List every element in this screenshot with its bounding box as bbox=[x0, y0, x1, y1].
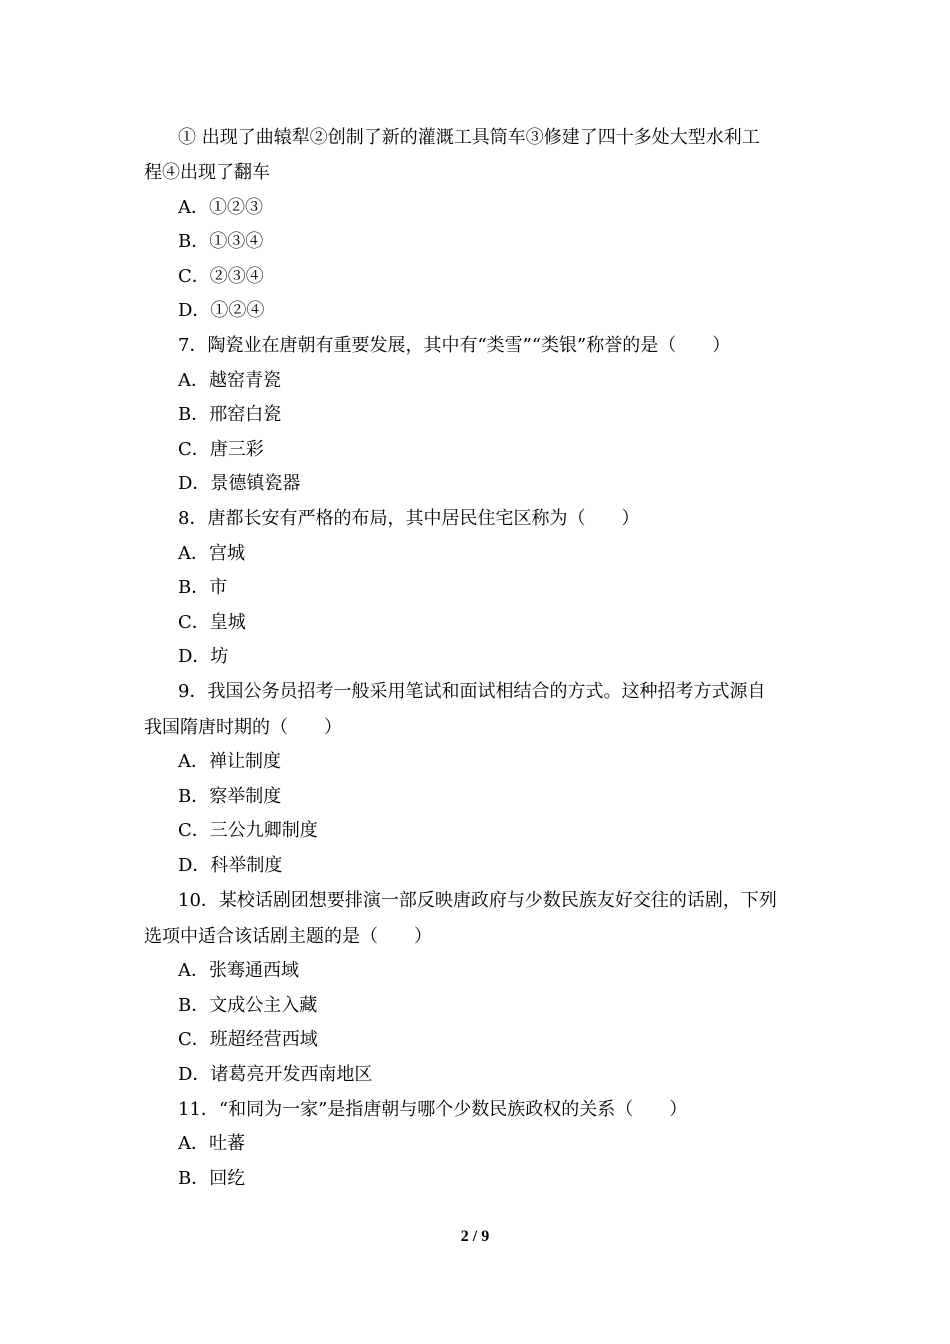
q9-option-c: C．三公九卿制度 bbox=[178, 820, 318, 841]
q10-option-c: C．班超经营西域 bbox=[178, 1029, 318, 1050]
q7-option-b: B．邢窑白瓷 bbox=[178, 404, 282, 425]
q8-stem: 8．唐都长安有严格的布局，其中居民住宅区称为（ ） bbox=[178, 508, 640, 529]
q8-option-d: D．坊 bbox=[178, 646, 229, 667]
q8-option-b: B．市 bbox=[178, 577, 228, 598]
q9-option-d: D．科举制度 bbox=[178, 855, 283, 876]
q6-stem-line2: 程④出现了翻车 bbox=[144, 162, 270, 183]
q11-option-a: A．吐蕃 bbox=[178, 1133, 245, 1154]
q9-option-a: A．禅让制度 bbox=[178, 751, 281, 772]
q6-option-a: A．①②③ bbox=[178, 197, 263, 218]
q6-stem-line1: ① 出现了曲辕犁②创制了新的灌溉工具筒车③修建了四十多处大型水利工 bbox=[178, 127, 760, 148]
q8-option-c: C．皇城 bbox=[178, 612, 246, 633]
q6-option-b: B．①③④ bbox=[178, 231, 264, 252]
q6-option-d: D．①②④ bbox=[178, 300, 265, 321]
q9-option-b: B．察举制度 bbox=[178, 786, 282, 807]
q11-option-b: B．回纥 bbox=[178, 1168, 246, 1189]
q7-option-c: C．唐三彩 bbox=[178, 439, 264, 460]
q7-option-a: A．越窑青瓷 bbox=[178, 370, 281, 391]
q9-stem-line1: 9．我国公务员招考一般采用笔试和面试相结合的方式。这种招考方式源自 bbox=[178, 681, 766, 702]
q10-stem-line1: 10．某校话剧团想要排演一部反映唐政府与少数民族友好交往的话剧，下列 bbox=[178, 890, 777, 911]
q9-stem-line2: 我国隋唐时期的（ ） bbox=[144, 717, 342, 738]
page-number: 2 / 9 bbox=[460, 1228, 490, 1245]
q10-option-a: A．张骞通西域 bbox=[178, 960, 299, 981]
q11-stem: 11．“和同为一家”是指唐朝与哪个少数民族政权的关系（ ） bbox=[178, 1099, 688, 1120]
q10-option-b: B．文成公主入藏 bbox=[178, 995, 318, 1016]
q8-option-a: A．宫城 bbox=[178, 543, 245, 564]
q10-option-d: D．诸葛亮开发西南地区 bbox=[178, 1064, 373, 1085]
q6-option-c: C．②③④ bbox=[178, 266, 264, 287]
q7-option-d: D．景德镇瓷器 bbox=[178, 473, 301, 494]
q7-stem: 7．陶瓷业在唐朝有重要发展，其中有“类雪”“类银”称誉的是（ ） bbox=[178, 335, 731, 356]
q10-stem-line2: 选项中适合该话剧主题的是（ ） bbox=[144, 926, 432, 947]
